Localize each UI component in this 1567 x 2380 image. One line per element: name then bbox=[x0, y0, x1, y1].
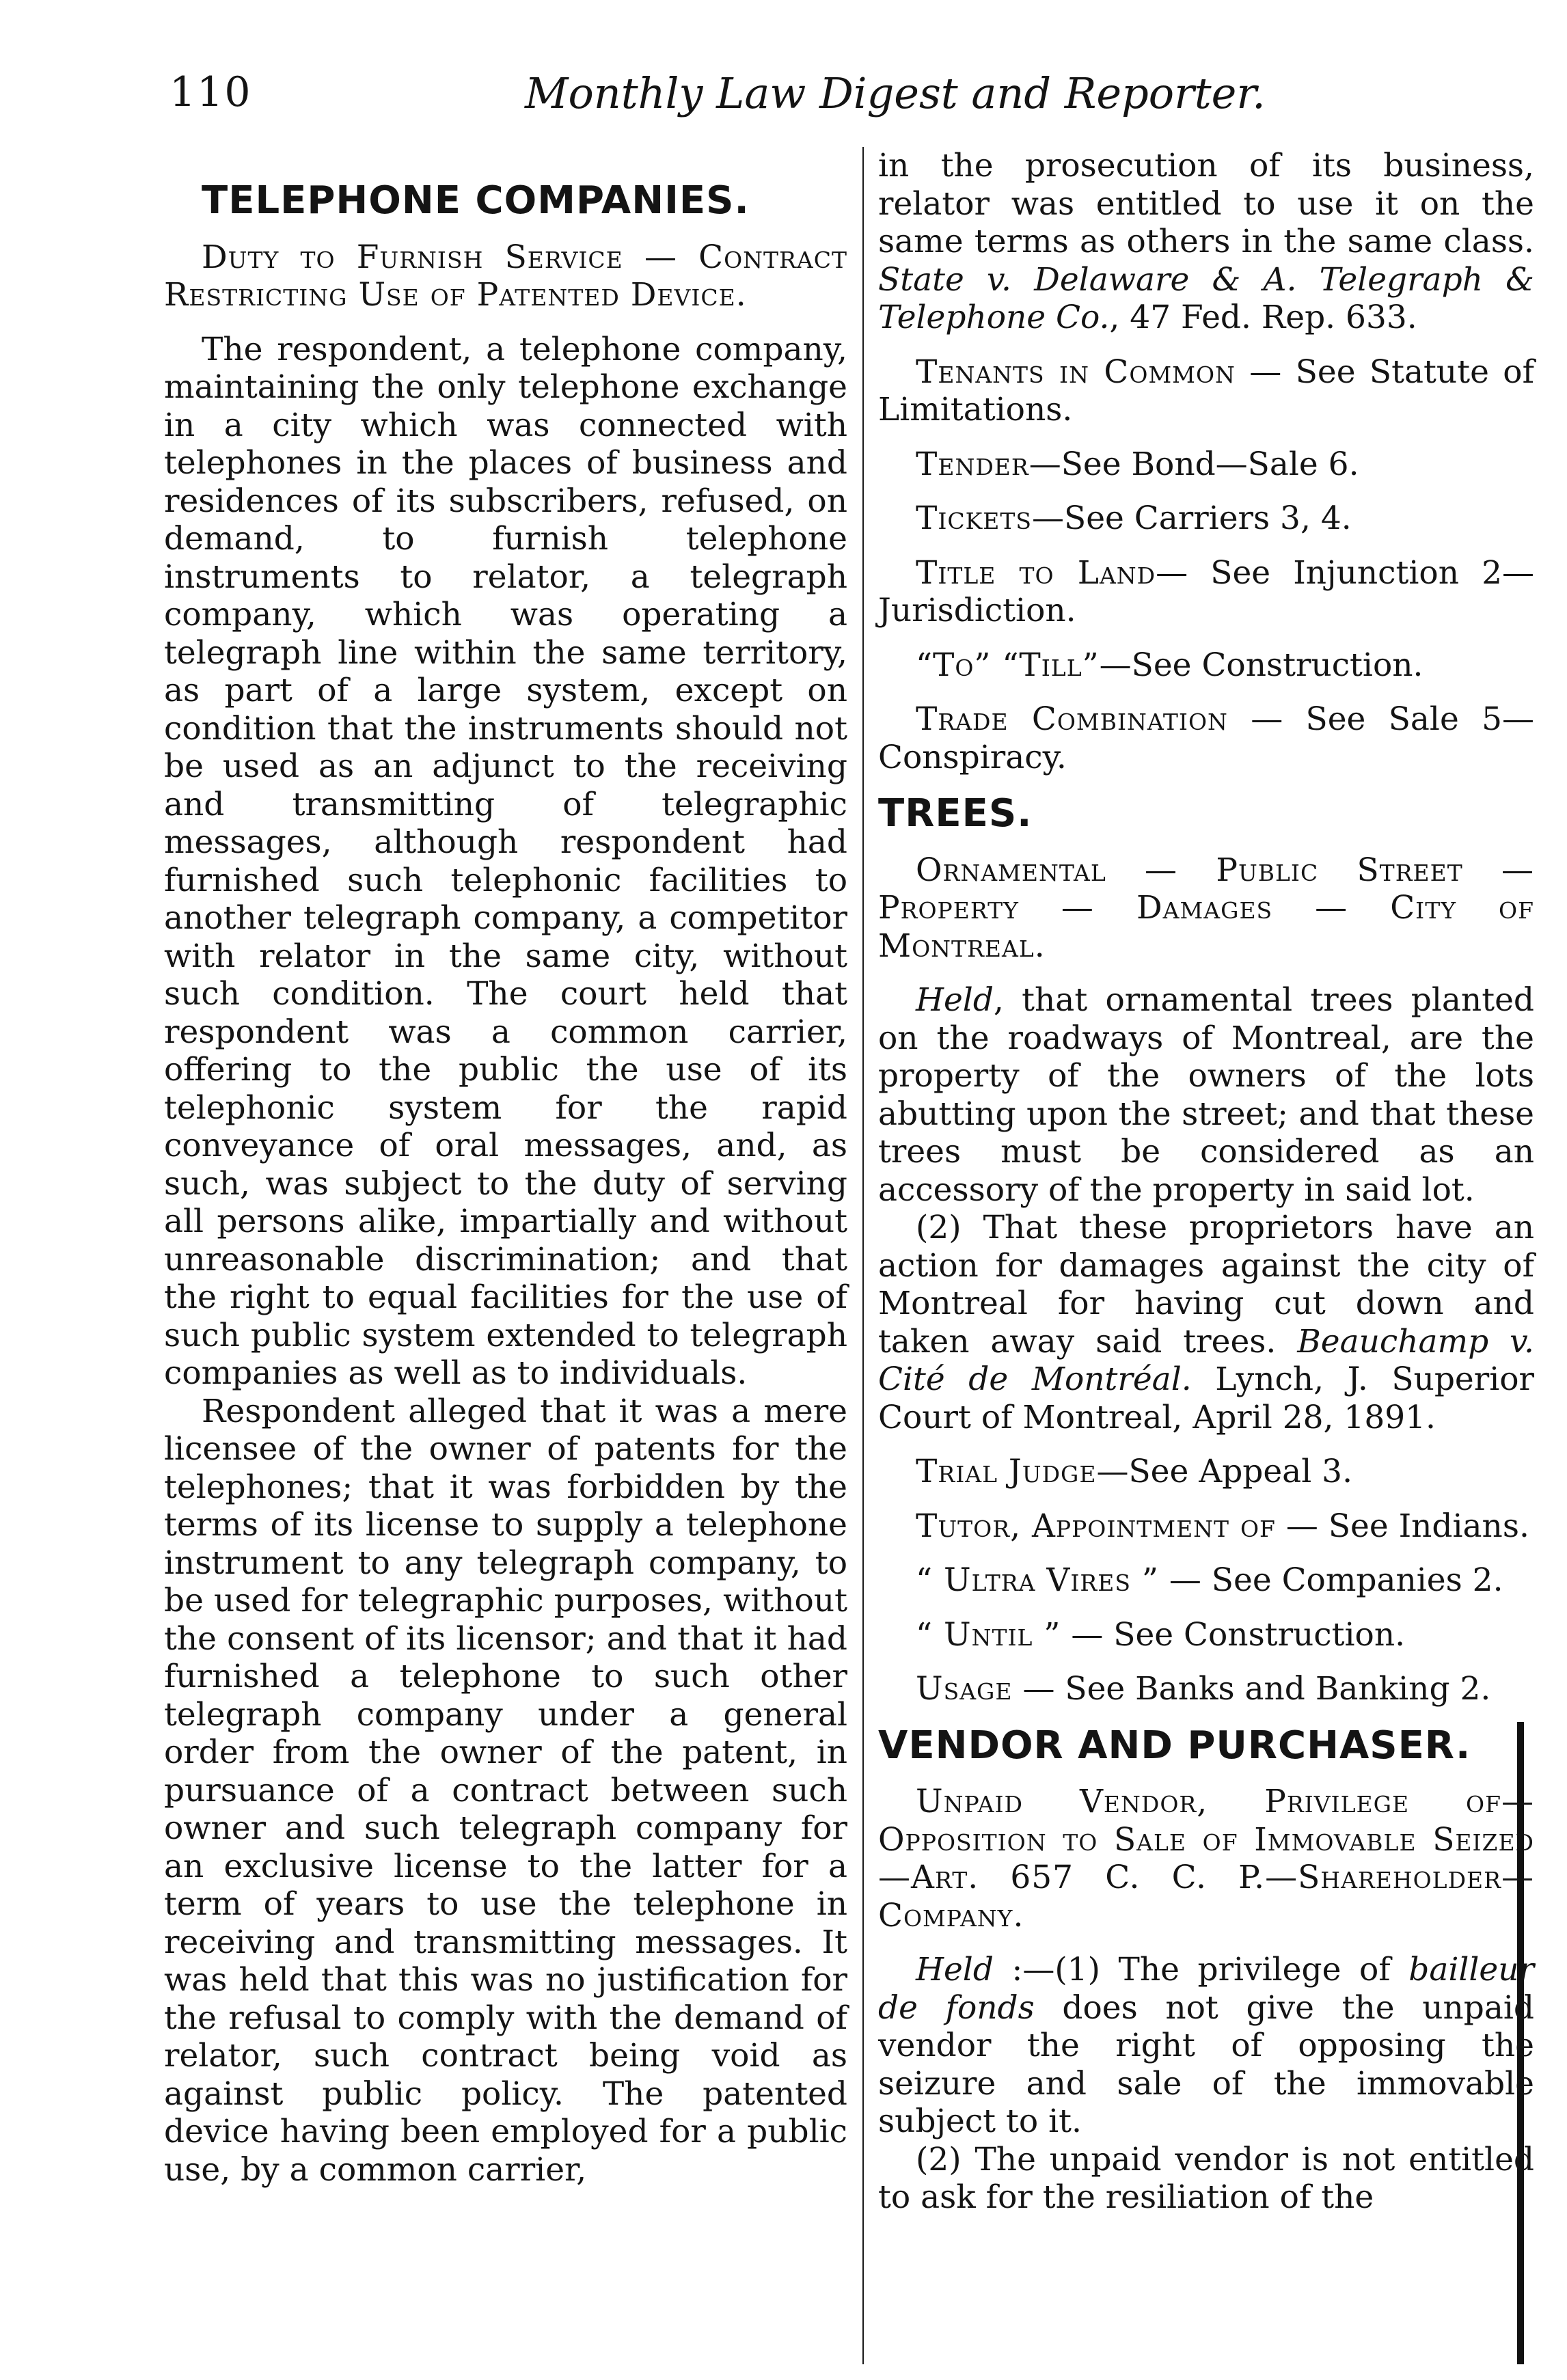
cross-ref-entry bbox=[878, 1616, 1534, 1654]
cross-ref-target: — See Banks and Banking 2. bbox=[1012, 1670, 1491, 1708]
subhead-telephone: Duty to Furnish Service — Contract Restricting Use of Patented Device. bbox=[164, 238, 847, 314]
cross-ref-head: Usage bbox=[916, 1670, 1013, 1708]
cross-ref-entry bbox=[878, 446, 1534, 484]
cross-ref-entry bbox=[878, 353, 1534, 429]
cross-ref-head: Trial Judge bbox=[916, 1453, 1097, 1491]
cross-ref-head: Title to Land bbox=[916, 553, 1156, 592]
page-number: 110 bbox=[169, 68, 252, 116]
cross-ref-target: —See Construction. bbox=[1099, 646, 1423, 684]
paragraph-trees-held bbox=[878, 981, 1534, 1209]
cross-ref-target: — See Statute of Limitations. bbox=[878, 353, 1534, 428]
held-label: Held bbox=[916, 981, 994, 1020]
paragraph-telephone-1: The respondent, a telephone company, maintaining the only telephone exchange in a city which was connected with telephones in the places of business and residences of its subscribers, refused, on demand, to furnish telephone instruments to relator, a telegraph company, which was operating a telegraph line within the same territory, as part of a large system, except on condition that the instruments should not be used as an adjunct to the receiving and transmitting of telegraphic messages, although respondent had furnished such telephonic facilities to another telegraph company, a competitor with relator in the same city, without such condition. The court held that respondent was a common carrier, offering to the public the use of its telephonic system for the rapid conveyance of oral messages, and, as such, was subject to the duty of serving all persons alike, impartially and without unreasonable discrimination; and that the right to equal facilities for the use of such public system extended to telegraph companies as well as to individuals. bbox=[164, 330, 847, 1393]
paragraph-telephone-2: Respondent alleged that it was a mere licensee of the owner of patents for the telephones; that it was forbidden by the terms of its license to supply a telephone instrument to any telegraph company, to be used for telegraphic purposes, without the consent of its licensor; and that it had furnished a telephone to such other telegraph company under a general order from the owner of the patent, in pursuance of a contract between such owner and such telegraph company for an exclusive license to the latter for a term of years to use the telephone in receiving and transmitting messages. It was held that this was no justification for the refusal to comply with the demand of relator, such contract being void as against public policy. The patented device having been employed for a public use, by a common carrier, bbox=[164, 1392, 847, 2189]
cross-ref-head: “ Until ” bbox=[916, 1615, 1061, 1654]
cross-ref-target: —See Bond—Sale 6. bbox=[1028, 445, 1359, 483]
held-text-1: :—(1) The privilege of bbox=[993, 1951, 1409, 1989]
left-column bbox=[164, 147, 847, 2189]
cross-ref-target: — See Indians. bbox=[1275, 1507, 1529, 1545]
cross-ref-entry bbox=[878, 700, 1534, 776]
held-text-2: does not give the unpaid vendor the right of opposing the seizure and sale of the immovable subject to it. bbox=[878, 1988, 1534, 2141]
cross-ref-head: Tenants in Common bbox=[916, 353, 1236, 391]
case-court: Lynch, J. Superior Court of Montreal, April 28, 1891. bbox=[878, 1360, 1535, 1436]
paragraph-vendor-2: (2) The unpaid vendor is not entitled to ask for the resiliation of the bbox=[878, 2140, 1534, 2217]
cross-ref-entry bbox=[878, 646, 1534, 685]
cross-ref-entry bbox=[878, 1561, 1534, 1600]
section-title-trees: TREES. bbox=[878, 791, 1033, 836]
page-header bbox=[0, 63, 1567, 145]
continuation-paragraph bbox=[878, 147, 1534, 337]
cross-ref-entry bbox=[878, 500, 1534, 538]
subhead-vendor: Unpaid Vendor, Privilege of—Opposition to Sale of Immovable Seized—Art. 657 C. C. P.—Shareholder—Company. bbox=[878, 1783, 1534, 1934]
paragraph-vendor-held bbox=[878, 1951, 1534, 2141]
cross-ref-head: Tender bbox=[916, 445, 1029, 483]
held-text: , that ornamental trees planted on the roadways of Montreal, are the property of the owners of the lots abutting upon the street; and that these trees must be considered as an accessory of the property in said lot. bbox=[878, 981, 1534, 1209]
cross-ref-target: —See Appeal 3. bbox=[1096, 1453, 1353, 1491]
cross-ref-target: —See Carriers 3, 4. bbox=[1032, 500, 1352, 537]
trees-para-2-text: (2) That these proprietors have an action for damages against the city of Montreal for having cut down and taken away said trees. bbox=[878, 1209, 1534, 1360]
running-title: Monthly Law Digest and Reporter. bbox=[525, 68, 1266, 118]
right-column bbox=[878, 147, 1534, 2217]
cross-ref-head: Trade Combination bbox=[916, 700, 1228, 738]
cross-ref-target: — See Injunction 2—Jurisdiction. bbox=[878, 553, 1534, 629]
cross-ref-head: Tutor, Appointment of bbox=[916, 1507, 1276, 1545]
case-citation: , 47 Fed. Rep. 633. bbox=[1109, 299, 1417, 336]
subhead-trees: Ornamental — Public Street — Property — Damages — City of Montreal. bbox=[878, 851, 1534, 965]
case-name-state-v-delaware: State v. Delaware & A. Telegraph & Telephone Co. bbox=[878, 260, 1534, 336]
column-rule bbox=[862, 147, 864, 2364]
case-name-beauchamp: Beauchamp v. Cité de Montréal. bbox=[878, 1322, 1534, 1399]
section-title-telephone: TELEPHONE COMPANIES. bbox=[202, 178, 750, 223]
paragraph-trees-2 bbox=[878, 1209, 1534, 1436]
cross-ref-entry bbox=[878, 1453, 1534, 1491]
cross-ref-target: — See Companies 2. bbox=[1158, 1561, 1503, 1600]
term-bailleur-de-fonds: bailleur de fonds bbox=[878, 1951, 1534, 2027]
cross-ref-entry bbox=[878, 554, 1534, 630]
cross-ref-entry bbox=[878, 1507, 1534, 1546]
cross-ref-head: “To” “Till” bbox=[916, 646, 1100, 684]
cross-ref-head: Tickets bbox=[916, 500, 1032, 537]
cross-ref-target: — See Construction. bbox=[1061, 1615, 1406, 1654]
section-title-vendor: VENDOR AND PURCHASER. bbox=[878, 1723, 1471, 1768]
cross-ref-head: “ Ultra Vires ” bbox=[916, 1561, 1159, 1600]
cross-ref-target: — See Sale 5—Conspiracy. bbox=[878, 700, 1534, 776]
held-label: Held bbox=[916, 1951, 994, 1989]
cross-ref-entry bbox=[878, 1670, 1534, 1708]
continuation-text: in the prosecution of its business, relator was entitled to use it on the same terms as others in the same class. bbox=[878, 147, 1534, 260]
